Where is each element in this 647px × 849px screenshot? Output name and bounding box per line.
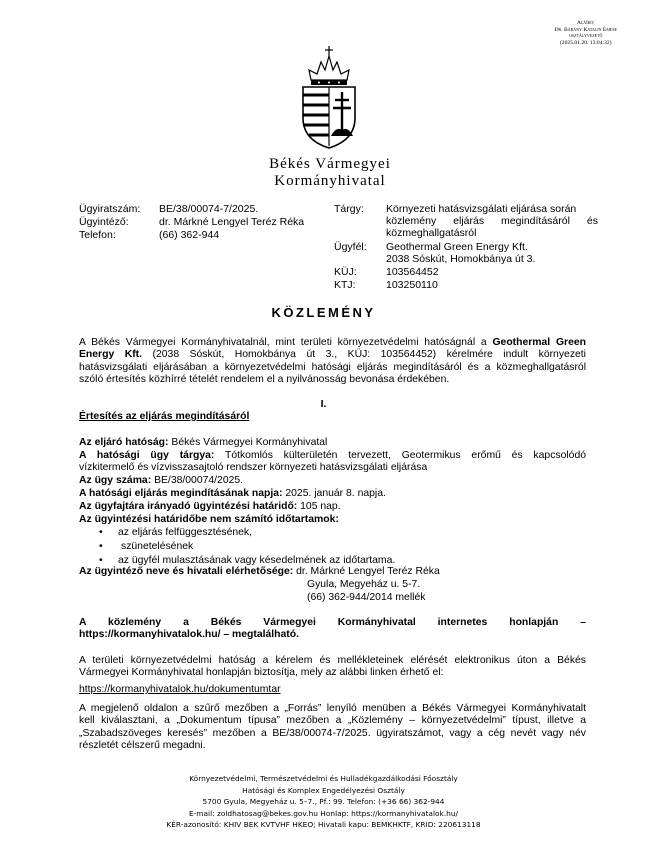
excluded-item-3: az ügyfél mulasztásának vagy késedelmének az időtartama.: [118, 555, 396, 566]
case-number-row: [79, 475, 243, 487]
filter-line-4: részletét célszerű megadni.: [79, 740, 206, 752]
intro-company-name-1: Geothermal Green: [492, 337, 586, 348]
contact-label: Az ügyintéző neve és hivatali elérhetősége:: [79, 566, 294, 577]
organization-name: [180, 156, 480, 190]
authority-row: [79, 437, 327, 449]
intro-line-3: hatásvizsgálati eljárásában a környezetvédelmi hatósági eljárás megindításáról és a közmeghallgatásról: [79, 361, 586, 373]
deadline-value: 105 nap.: [297, 501, 341, 512]
intro-line-2b: (2038 Sóskút, Homokbánya út 3., KÜJ: 103564452) kérelmére indult környezeti: [142, 349, 586, 361]
list-item: [99, 541, 103, 553]
organization-line-1: Békés Vármegyei: [269, 156, 391, 172]
authority-value: Békés Vármegyei Kormányhivatal: [168, 437, 328, 448]
contact-address: Gyula, Megyeház u. 5-7.: [307, 579, 421, 590]
bullet-icon: •: [99, 541, 103, 552]
start-date-value: 2025. január 8. napja.: [282, 488, 386, 499]
excluded-item-1: az eljárás felfüggesztésének,: [118, 527, 253, 538]
filter-line-2: kell kiválasztani, a „Dokumentum típusa” mezőben a „Közlemény – környezetvédelmi” típust, illetve a: [79, 715, 586, 727]
client-label: Ügyfél:: [334, 241, 367, 253]
authority-label: Az eljáró hatóság:: [79, 437, 169, 448]
kuj-label: KÜJ:: [334, 266, 357, 278]
subject-value-2: közlemény eljárás megindításáról és: [386, 215, 598, 227]
subject-value-3: közmeghallgatásról: [386, 227, 477, 239]
case-subject-value-2: vízkitermelő és vízvisszasajtoló rendszer környezeti hatásvizsgálati eljárása: [79, 462, 428, 474]
client-address: 2038 Sóskút, Homokbánya út 3.: [386, 253, 536, 265]
intro-paragraph: [79, 337, 586, 387]
case-no-label: Ügyiratszám:: [79, 203, 141, 215]
start-date-label: A hatósági eljárás megindításának napja:: [79, 488, 283, 499]
filter-line-3: „Szabadszöveges keresés” mezőben a BE/38/00074-7/2025. ügyiratszámot, vagy a cég nevét vagy név: [79, 727, 586, 739]
client-name: Geothermal Green Energy Kft.: [386, 241, 528, 253]
case-subject-value-1: Tótkomlós külterületén tervezett, Geotermikus erőmű és kapcsolódó: [214, 450, 587, 461]
case-number-label: Az ügy száma:: [79, 475, 152, 486]
signer-name: Dr. Bárány Katalin Emese: [554, 26, 617, 33]
case-subject-label: A hatósági ügy tárgya:: [79, 450, 215, 461]
officer-label: Ügyintéző:: [79, 216, 129, 228]
intro-company-name-2: Energy Kft.: [79, 349, 143, 361]
signature-label: Aláíró:: [576, 20, 595, 26]
signer-role: osztályvezető: [569, 33, 603, 40]
documents-line-1: A területi környezetvédelmi hatóság a kérelem és mellékleteinek elérését elektronikus úton a Békés: [79, 655, 586, 666]
subject-row: [79, 450, 586, 475]
start-date-row: [79, 488, 386, 500]
list-item: [99, 527, 103, 539]
document-title: KÖZLEMÉNY: [271, 305, 376, 320]
subject-value-1: Környezeti hatásvizsgálati eljárása során: [386, 203, 577, 215]
documents-link[interactable]: https://kormanyhivatalok.hu/dokumentumtar: [79, 684, 281, 695]
bullet-icon: •: [99, 527, 103, 538]
section-heading: Értesítés az eljárás megindításáról: [79, 411, 250, 422]
filter-paragraph: [79, 703, 586, 753]
notice-line-1: A közlemény a Békés Vármegyei Kormányhivatal internetes honlapján –: [79, 617, 586, 628]
footer-department: Környezetvédelmi, Természetvédelmi és Hulladékgazdálkodási Főosztály: [189, 774, 458, 783]
contact-name: dr. Márkné Lengyel Teréz Réka: [293, 566, 440, 577]
case-number-value: BE/38/00074/2025.: [151, 475, 244, 486]
kuj-value: 103564452: [386, 266, 439, 278]
officer-value: dr. Márkné Lengyel Teréz Réka: [159, 216, 305, 228]
deadline-row: [79, 501, 341, 513]
footer-identifiers: KÉR-azonosító: KHIV BEK KVTVHF HKEO; Hivatali kapu: BEMKHKTF, KRID: 220613118: [166, 820, 481, 830]
phone-value: (66) 362-944: [159, 229, 220, 241]
ktj-value: 103250110: [386, 279, 438, 291]
contact-row: [79, 566, 440, 578]
footer-unit: Hatósági és Komplex Engedélyezési Osztály: [242, 785, 405, 795]
organization-line-2: Kormányhivatal: [274, 173, 386, 189]
coat-of-arms-icon: [289, 40, 369, 150]
filter-line-1: A megjelenő oldalon a szűrő mezőben a „Forrás” lenyíló menüben a Békés Vármegyei Kormányhivatalt: [79, 703, 586, 714]
excluded-periods-label: Az ügyintézési határidőbe nem számító időtartamok:: [79, 514, 339, 525]
subject-label: Tárgy:: [334, 203, 364, 215]
footer: [0, 773, 647, 831]
notice-paragraph: [79, 617, 586, 642]
footer-address: 5700 Gyula, Megyeház u. 5–7., Pf.: 99. Telefon: (+36 66) 362-944: [202, 797, 445, 807]
case-no-value: BE/38/00074-7/2025.: [159, 203, 259, 215]
documents-line-2: Vármegyei Kormányhivatal honlapján biztosítja, mely az alábbi linken érhető el:: [79, 667, 444, 679]
signature-block: [554, 20, 617, 46]
footer-contact: E-mail: zoldhatosag@bekes.gov.hu Honlap: https://kormanyhivatalok.hu/: [188, 808, 459, 818]
notice-line-2: https://kormanyhivatalok.hu/ – megtalálható.: [79, 629, 299, 641]
intro-line-4: szóló értesítés közhírré tételét rendelem el a nyilvánosság bevonása érdekében.: [79, 374, 450, 386]
contact-phone: (66) 362-944/2014 mellék: [307, 592, 426, 603]
signature-date: (2025.01.20. 13:04:32): [559, 39, 612, 46]
deadline-label: Az ügyfajtára irányadó ügyintézési határidő:: [79, 501, 298, 512]
ktj-label: KTJ:: [334, 279, 356, 291]
bullet-icon: •: [99, 555, 103, 566]
intro-line-1a: A Békés Vármegyei Kormányhivatalnál, mint területi környezetvédelmi hatóságnál a: [79, 337, 493, 348]
excluded-item-2: szünetelésének: [121, 541, 194, 552]
section-numeral: I.: [320, 398, 327, 410]
phone-label: Telefon:: [79, 229, 116, 241]
documents-paragraph: [79, 655, 586, 680]
